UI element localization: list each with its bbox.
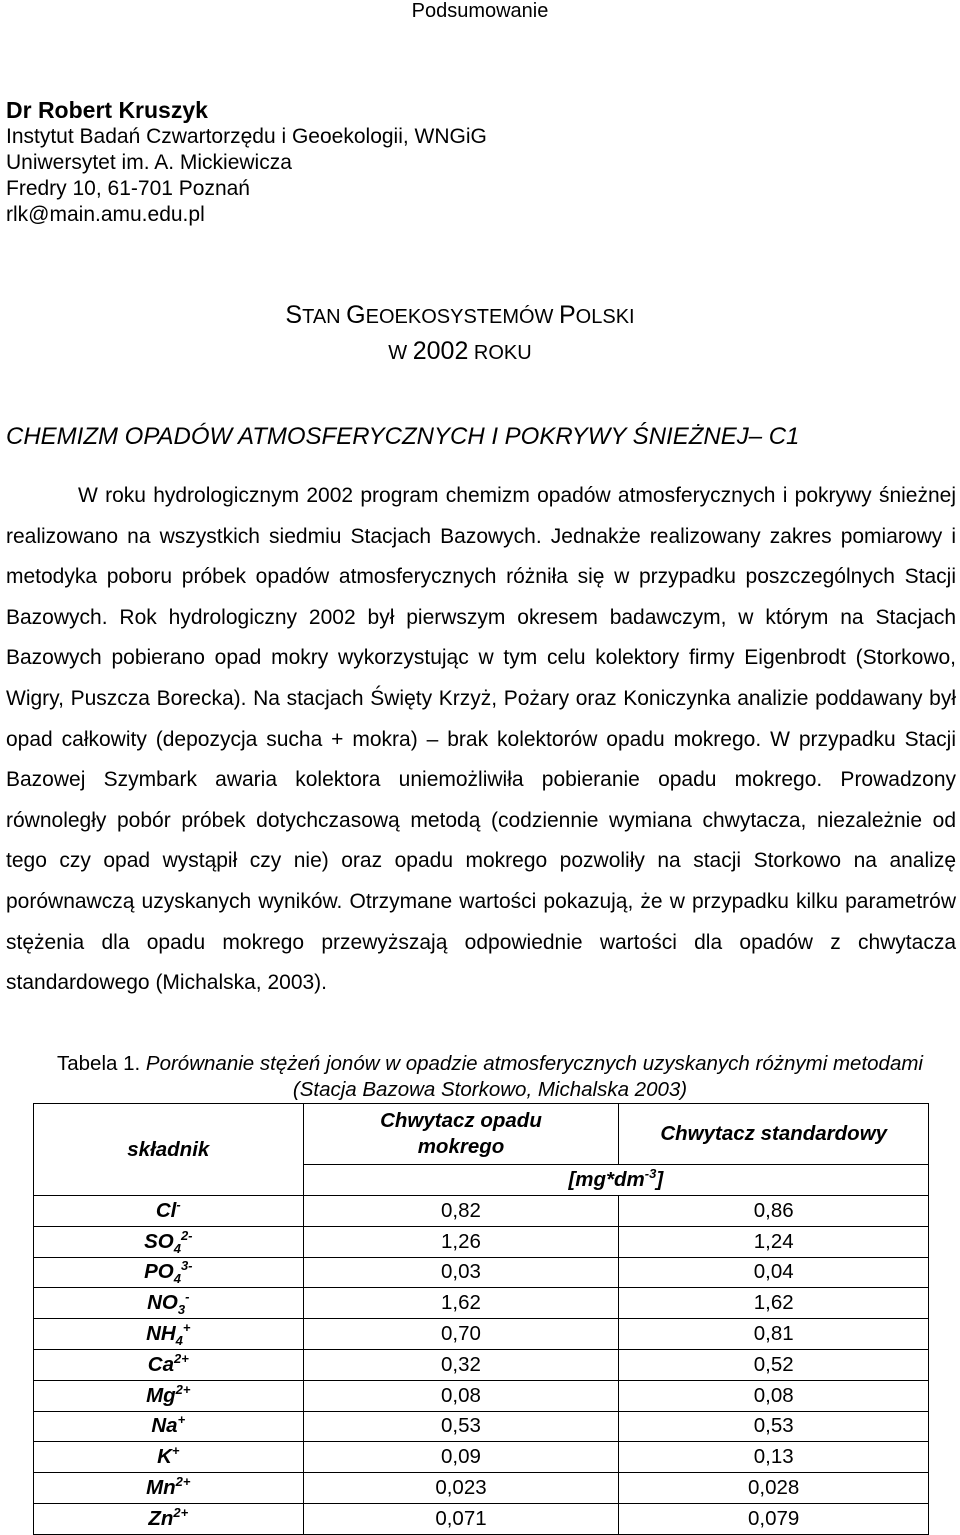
body-paragraph: [6, 476, 956, 1004]
page-header: [0, 0, 960, 22]
table-body: [34, 1196, 929, 1535]
wet-value-cell: 0,08: [303, 1380, 619, 1411]
std-value-cell: 0,079: [619, 1503, 929, 1534]
component-symbol: Zn: [148, 1506, 174, 1530]
component-charge: 2-: [180, 1227, 193, 1243]
component-symbol: Mn: [146, 1476, 176, 1500]
component-charge: -: [185, 1289, 190, 1305]
title-small: ROKU: [468, 342, 532, 364]
title-small: W: [388, 342, 413, 364]
table-row: [34, 1288, 929, 1319]
table-header-row: [34, 1104, 929, 1165]
component-subscript: 4: [173, 1271, 181, 1287]
table-caption: [30, 1051, 950, 1103]
table-row: [34, 1380, 929, 1411]
author-institute: Instytut Badań Czwartorzędu i Geoekologii, WNGiG: [6, 125, 487, 148]
section-title: Podsumowanie: [411, 0, 549, 22]
col-std-header: Chwytacz standardowy: [619, 1104, 929, 1165]
component-cell: [34, 1257, 304, 1288]
std-value-cell: 0,52: [619, 1349, 929, 1380]
author-university: Uniwersytet im. A. Mickiewicza: [6, 151, 292, 174]
component-symbol: Na: [151, 1414, 178, 1438]
component-cell: [34, 1380, 304, 1411]
component-cell: [34, 1288, 304, 1319]
wet-value-cell: 0,071: [303, 1503, 619, 1534]
caption-text: Porównanie stężeń jonów w opadzie atmosferycznych uzyskanych różnymi metodami (Stacja Bazowa Storkowo, Michalska 2003): [145, 1052, 923, 1101]
component-subscript: 4: [175, 1333, 183, 1349]
table-row: [34, 1226, 929, 1257]
component-symbol: PO: [144, 1260, 174, 1284]
wet-value-cell: 0,70: [303, 1319, 619, 1350]
component-cell: [34, 1319, 304, 1350]
component-charge: -: [176, 1197, 181, 1213]
component-symbol: Cl: [155, 1198, 177, 1222]
table-row: [34, 1257, 929, 1288]
wet-value-cell: 0,82: [303, 1196, 619, 1227]
std-value-cell: 0,04: [619, 1257, 929, 1288]
component-symbol: SO: [144, 1229, 174, 1253]
section-subtitle: CHEMIZM OPADÓW ATMOSFERYCZNYCH I POKRYWY ŚNIEŻNEJ– C1: [6, 423, 800, 450]
ion-concentration-table: [33, 1103, 929, 1535]
title-small: TAN: [302, 306, 347, 328]
title-cap: S: [285, 301, 303, 329]
unit-base: [mg*dm: [568, 1168, 645, 1191]
author-block: [6, 96, 487, 228]
col-component-header: składnik: [34, 1104, 304, 1196]
wet-value-cell: 0,03: [303, 1257, 619, 1288]
table-row: [34, 1442, 929, 1473]
component-charge: 2+: [173, 1351, 189, 1367]
component-charge: 3-: [180, 1258, 193, 1274]
std-value-cell: 1,24: [619, 1226, 929, 1257]
author-name: Dr Robert Kruszyk: [6, 97, 208, 123]
title-line-1: [0, 298, 920, 334]
title-cap: P: [558, 301, 576, 329]
author-address: Fredry 10, 61-701 Poznań: [6, 177, 250, 200]
table-row: [34, 1503, 929, 1534]
component-charge: 2+: [175, 1381, 191, 1397]
component-cell: [34, 1226, 304, 1257]
component-subscript: 3: [177, 1302, 186, 1318]
title-small: EOEKOSYSTEMÓW: [365, 306, 559, 328]
component-symbol: Mg: [146, 1383, 176, 1407]
component-subscript: 4: [173, 1240, 181, 1256]
title-small: OLSKI: [575, 306, 635, 328]
wet-value-cell: 0,32: [303, 1349, 619, 1380]
table-row: [34, 1473, 929, 1504]
table-row: [34, 1349, 929, 1380]
component-symbol: NO: [147, 1291, 178, 1315]
component-charge: +: [177, 1412, 186, 1428]
unit-header: [303, 1165, 928, 1196]
caption-label: Tabela 1.: [57, 1052, 141, 1075]
col-wet-header: Chwytacz opadu mokrego: [303, 1104, 619, 1165]
component-charge: +: [182, 1320, 191, 1336]
std-value-cell: 0,13: [619, 1442, 929, 1473]
component-charge: 2+: [175, 1474, 191, 1490]
table-row: [34, 1411, 929, 1442]
title-line-2: [0, 334, 920, 370]
table-row: [34, 1319, 929, 1350]
table-row: [34, 1196, 929, 1227]
component-symbol: K: [157, 1445, 172, 1469]
wet-value-cell: 0,53: [303, 1411, 619, 1442]
body-text: W roku hydrologicznym 2002 program chemizm opadów atmosferycznych i pokrywy śnieżnej realizowano na wszystkich siedmiu Stacjach Bazowych. Jednakże realizowany zakres pomiarowy i metodyka poboru próbek opadów atmosferycznych różniła się w przypadku poszczególnych Stacji Bazowych. Rok hydrologiczny 2002 był pierwszym okresem badawczym, w którym na Stacjach Bazowych pobierano opad mokry wykorzystując w tym celu kolektory firmy Eigenbrodt (Storkowo, Wigry, Puszcza Borecka). Na stacjach Święty Krzyż, Pożary oraz Koniczynka analizie poddawany był opad całkowity (depozycja sucha + mokra) – brak kolektorów opadu mokrego. W przypadku Stacji Bazowej Szymbark awaria kolektora uniemożliwiła pobieranie opadu mokrego. Prowadzony równoległy pobór próbek dotychczasową metodą (codziennie wymiana chwytacza, niezależnie od tego czy opad wystąpił czy nie) oraz opadu mokrego pozwoliły na stacji Storkowo na analizę porównawczą uzyskanych wyników. Otrzymane wartości pokazują, że w przypadku kilku parametrów stężenia dla opadu mokrego przewyższają odpowiednie wartości dla opadów z chwytacza standardowego (Michalska, 2003).: [6, 484, 956, 995]
component-cell: [34, 1503, 304, 1534]
author-email: rlk@main.amu.edu.pl: [6, 203, 205, 226]
component-symbol: Ca: [147, 1352, 174, 1376]
component-charge: +: [171, 1443, 180, 1459]
component-cell: [34, 1349, 304, 1380]
title-cap: G: [346, 301, 366, 329]
std-value-cell: 0,53: [619, 1411, 929, 1442]
unit-close: ]: [656, 1168, 664, 1191]
std-value-cell: 0,028: [619, 1473, 929, 1504]
unit-exp: -3: [644, 1166, 657, 1182]
std-value-cell: 0,08: [619, 1380, 929, 1411]
std-value-cell: 0,81: [619, 1319, 929, 1350]
wet-value-cell: 1,26: [303, 1226, 619, 1257]
component-charge: 2+: [173, 1505, 189, 1521]
title-year: 2002: [412, 337, 469, 365]
std-value-cell: 0,86: [619, 1196, 929, 1227]
component-cell: [34, 1473, 304, 1504]
std-value-cell: 1,62: [619, 1288, 929, 1319]
component-symbol: NH: [146, 1322, 176, 1346]
wet-value-cell: 0,023: [303, 1473, 619, 1504]
component-cell: [34, 1196, 304, 1227]
wet-value-cell: 1,62: [303, 1288, 619, 1319]
component-cell: [34, 1411, 304, 1442]
wet-value-cell: 0,09: [303, 1442, 619, 1473]
document-title: [0, 298, 920, 370]
component-cell: [34, 1442, 304, 1473]
